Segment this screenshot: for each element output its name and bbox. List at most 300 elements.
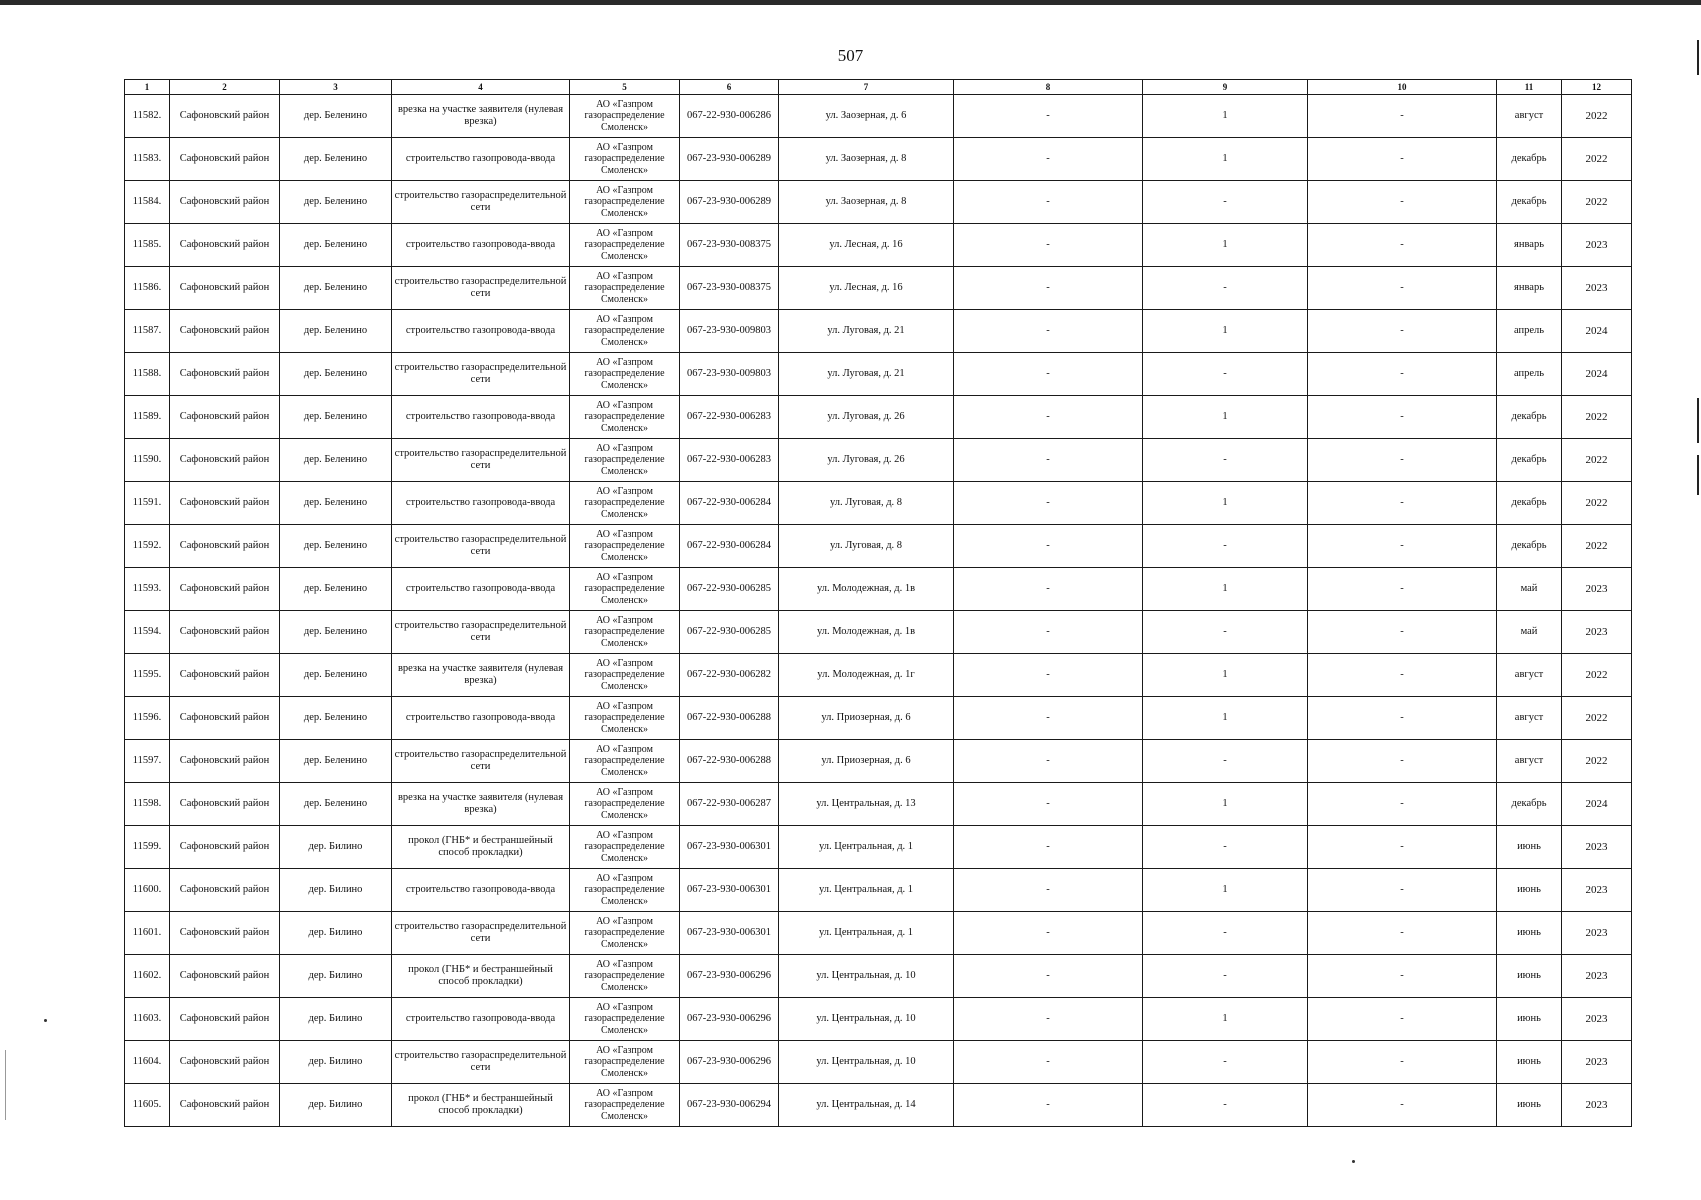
column-10-cell: - [1308,525,1497,568]
application-code-cell: 067-22-930-006284 [680,525,779,568]
address-cell: ул. Лесная, д. 16 [779,224,954,267]
organization-cell: АО «Газпром газораспределение Смоленск» [570,396,680,439]
month-cell: июнь [1497,869,1562,912]
column-10-cell: - [1308,396,1497,439]
district-cell: Сафоновский район [170,482,280,525]
year-cell: 2024 [1562,353,1632,396]
scan-margin-line [5,1050,6,1120]
column-9-cell: 1 [1143,998,1308,1041]
registry-table [124,79,1632,1127]
district-cell: Сафоновский район [170,740,280,783]
column-9-cell: 1 [1143,95,1308,138]
column-10-cell: - [1308,955,1497,998]
row-number: 11602. [125,955,170,998]
district-cell: Сафоновский район [170,826,280,869]
column-8-cell: - [954,869,1143,912]
locality-cell: дер. Беленино [280,525,392,568]
organization-cell: АО «Газпром газораспределение Смоленск» [570,869,680,912]
column-10-cell: - [1308,1041,1497,1084]
column-8-cell: - [954,654,1143,697]
district-cell: Сафоновский район [170,353,280,396]
column-10-cell: - [1308,869,1497,912]
locality-cell: дер. Беленино [280,611,392,654]
work-type-cell: строительство газораспределительной сети [392,439,570,482]
locality-cell: дер. Беленино [280,181,392,224]
year-cell: 2023 [1562,826,1632,869]
locality-cell: дер. Беленино [280,224,392,267]
column-10-cell: - [1308,998,1497,1041]
column-9-cell: 1 [1143,482,1308,525]
locality-cell: дер. Беленино [280,138,392,181]
district-cell: Сафоновский район [170,439,280,482]
column-10-cell: - [1308,654,1497,697]
column-8-cell: - [954,783,1143,826]
year-cell: 2022 [1562,396,1632,439]
application-code-cell: 067-23-930-006289 [680,138,779,181]
year-cell: 2023 [1562,869,1632,912]
work-type-cell: строительство газопровода-ввода [392,224,570,267]
scan-edge-mark [1697,455,1699,495]
month-cell: апрель [1497,310,1562,353]
table-row [125,697,1632,740]
month-cell: август [1497,654,1562,697]
organization-cell: АО «Газпром газораспределение Смоленск» [570,955,680,998]
organization-cell: АО «Газпром газораспределение Смоленск» [570,998,680,1041]
year-cell: 2022 [1562,697,1632,740]
column-9-cell: - [1143,181,1308,224]
column-header-11: 11 [1497,80,1562,95]
scan-speck [1352,1160,1355,1163]
row-number: 11583. [125,138,170,181]
work-type-cell: врезка на участке заявителя (нулевая врезка) [392,783,570,826]
row-number: 11603. [125,998,170,1041]
table-row [125,912,1632,955]
table-row [125,955,1632,998]
district-cell: Сафоновский район [170,1084,280,1127]
row-number: 11601. [125,912,170,955]
column-header-5: 5 [570,80,680,95]
address-cell: ул. Заозерная, д. 6 [779,95,954,138]
month-cell: декабрь [1497,525,1562,568]
column-8-cell: - [954,267,1143,310]
column-9-cell: 1 [1143,697,1308,740]
column-10-cell: - [1308,181,1497,224]
locality-cell: дер. Беленино [280,568,392,611]
work-type-cell: врезка на участке заявителя (нулевая врезка) [392,654,570,697]
table-row [125,482,1632,525]
column-10-cell: - [1308,482,1497,525]
column-10-cell: - [1308,310,1497,353]
work-type-cell: строительство газораспределительной сети [392,525,570,568]
organization-cell: АО «Газпром газораспределение Смоленск» [570,1041,680,1084]
application-code-cell: 067-23-930-006289 [680,181,779,224]
application-code-cell: 067-23-930-006296 [680,1041,779,1084]
month-cell: июнь [1497,955,1562,998]
table-row [125,353,1632,396]
district-cell: Сафоновский район [170,697,280,740]
month-cell: декабрь [1497,396,1562,439]
table-row [125,1084,1632,1127]
month-cell: июнь [1497,1041,1562,1084]
year-cell: 2023 [1562,1084,1632,1127]
column-10-cell: - [1308,1084,1497,1127]
work-type-cell: строительство газопровода-ввода [392,869,570,912]
month-cell: январь [1497,224,1562,267]
application-code-cell: 067-22-930-006288 [680,697,779,740]
district-cell: Сафоновский район [170,181,280,224]
work-type-cell: строительство газораспределительной сети [392,611,570,654]
month-cell: декабрь [1497,181,1562,224]
column-9-cell: 1 [1143,396,1308,439]
row-number: 11587. [125,310,170,353]
column-8-cell: - [954,697,1143,740]
column-9-cell: - [1143,525,1308,568]
locality-cell: дер. Беленино [280,697,392,740]
locality-cell: дер. Беленино [280,353,392,396]
application-code-cell: 067-22-930-006288 [680,740,779,783]
month-cell: июнь [1497,912,1562,955]
column-8-cell: - [954,998,1143,1041]
address-cell: ул. Центральная, д. 14 [779,1084,954,1127]
application-code-cell: 067-22-930-006286 [680,95,779,138]
month-cell: август [1497,697,1562,740]
column-8-cell: - [954,1084,1143,1127]
column-header-10: 10 [1308,80,1497,95]
table-row [125,267,1632,310]
work-type-cell: строительство газораспределительной сети [392,740,570,783]
row-number: 11592. [125,525,170,568]
header-row [125,80,1632,95]
row-number: 11590. [125,439,170,482]
column-9-cell: 1 [1143,138,1308,181]
column-header-3: 3 [280,80,392,95]
row-number: 11584. [125,181,170,224]
district-cell: Сафоновский район [170,654,280,697]
row-number: 11604. [125,1041,170,1084]
column-8-cell: - [954,826,1143,869]
locality-cell: дер. Билино [280,998,392,1041]
year-cell: 2024 [1562,310,1632,353]
district-cell: Сафоновский район [170,310,280,353]
organization-cell: АО «Газпром газораспределение Смоленск» [570,568,680,611]
locality-cell: дер. Билино [280,869,392,912]
month-cell: май [1497,611,1562,654]
locality-cell: дер. Беленино [280,482,392,525]
table-row [125,998,1632,1041]
work-type-cell: строительство газопровода-ввода [392,482,570,525]
month-cell: апрель [1497,353,1562,396]
month-cell: июнь [1497,998,1562,1041]
locality-cell: дер. Беленино [280,310,392,353]
application-code-cell: 067-23-930-006296 [680,955,779,998]
column-8-cell: - [954,1041,1143,1084]
year-cell: 2024 [1562,783,1632,826]
organization-cell: АО «Газпром газораспределение Смоленск» [570,95,680,138]
locality-cell: дер. Билино [280,826,392,869]
column-header-4: 4 [392,80,570,95]
district-cell: Сафоновский район [170,224,280,267]
organization-cell: АО «Газпром газораспределение Смоленск» [570,740,680,783]
column-9-cell: - [1143,826,1308,869]
work-type-cell: строительство газопровода-ввода [392,568,570,611]
row-number: 11593. [125,568,170,611]
column-header-12: 12 [1562,80,1632,95]
month-cell: июнь [1497,826,1562,869]
year-cell: 2023 [1562,267,1632,310]
year-cell: 2023 [1562,998,1632,1041]
column-10-cell: - [1308,697,1497,740]
work-type-cell: строительство газораспределительной сети [392,1041,570,1084]
column-8-cell: - [954,611,1143,654]
address-cell: ул. Молодежная, д. 1в [779,568,954,611]
month-cell: январь [1497,267,1562,310]
district-cell: Сафоновский район [170,568,280,611]
column-9-cell: - [1143,353,1308,396]
month-cell: декабрь [1497,783,1562,826]
application-code-cell: 067-22-930-006285 [680,611,779,654]
column-header-1: 1 [125,80,170,95]
organization-cell: АО «Газпром газораспределение Смоленск» [570,353,680,396]
year-cell: 2022 [1562,654,1632,697]
year-cell: 2022 [1562,95,1632,138]
row-number: 11596. [125,697,170,740]
column-8-cell: - [954,224,1143,267]
column-10-cell: - [1308,353,1497,396]
column-9-cell: - [1143,955,1308,998]
column-header-9: 9 [1143,80,1308,95]
district-cell: Сафоновский район [170,869,280,912]
table-row [125,95,1632,138]
column-header-2: 2 [170,80,280,95]
table-row [125,611,1632,654]
row-number: 11599. [125,826,170,869]
organization-cell: АО «Газпром газораспределение Смоленск» [570,138,680,181]
scan-edge-mark [1697,398,1699,443]
table-row [125,783,1632,826]
month-cell: июнь [1497,1084,1562,1127]
column-9-cell: 1 [1143,654,1308,697]
year-cell: 2022 [1562,181,1632,224]
application-code-cell: 067-23-930-008375 [680,224,779,267]
column-10-cell: - [1308,568,1497,611]
column-9-cell: 1 [1143,310,1308,353]
row-number: 11582. [125,95,170,138]
row-number: 11597. [125,740,170,783]
column-8-cell: - [954,568,1143,611]
column-header-7: 7 [779,80,954,95]
locality-cell: дер. Билино [280,1041,392,1084]
organization-cell: АО «Газпром газораспределение Смоленск» [570,826,680,869]
organization-cell: АО «Газпром газораспределение Смоленск» [570,224,680,267]
column-10-cell: - [1308,95,1497,138]
row-number: 11595. [125,654,170,697]
column-8-cell: - [954,396,1143,439]
table-row [125,224,1632,267]
work-type-cell: строительство газопровода-ввода [392,138,570,181]
district-cell: Сафоновский район [170,955,280,998]
table-row [125,826,1632,869]
year-cell: 2022 [1562,525,1632,568]
district-cell: Сафоновский район [170,998,280,1041]
application-code-cell: 067-22-930-006284 [680,482,779,525]
column-8-cell: - [954,955,1143,998]
locality-cell: дер. Беленино [280,396,392,439]
work-type-cell: строительство газопровода-ввода [392,310,570,353]
address-cell: ул. Молодежная, д. 1г [779,654,954,697]
locality-cell: дер. Беленино [280,95,392,138]
address-cell: ул. Луговая, д. 8 [779,525,954,568]
table-row [125,568,1632,611]
column-10-cell: - [1308,912,1497,955]
organization-cell: АО «Газпром газораспределение Смоленск» [570,1084,680,1127]
table-row [125,1041,1632,1084]
district-cell: Сафоновский район [170,783,280,826]
district-cell: Сафоновский район [170,1041,280,1084]
column-9-cell: - [1143,611,1308,654]
table-row [125,310,1632,353]
month-cell: декабрь [1497,482,1562,525]
row-number: 11586. [125,267,170,310]
row-number: 11589. [125,396,170,439]
row-number: 11591. [125,482,170,525]
column-10-cell: - [1308,267,1497,310]
year-cell: 2023 [1562,912,1632,955]
year-cell: 2022 [1562,439,1632,482]
locality-cell: дер. Беленино [280,783,392,826]
district-cell: Сафоновский район [170,267,280,310]
table-row [125,869,1632,912]
column-9-cell: - [1143,1041,1308,1084]
address-cell: ул. Заозерная, д. 8 [779,181,954,224]
row-number: 11594. [125,611,170,654]
month-cell: август [1497,95,1562,138]
organization-cell: АО «Газпром газораспределение Смоленск» [570,267,680,310]
column-10-cell: - [1308,439,1497,482]
district-cell: Сафоновский район [170,396,280,439]
table-row [125,138,1632,181]
address-cell: ул. Центральная, д. 13 [779,783,954,826]
year-cell: 2023 [1562,224,1632,267]
address-cell: ул. Центральная, д. 10 [779,1041,954,1084]
organization-cell: АО «Газпром газораспределение Смоленск» [570,181,680,224]
column-header-6: 6 [680,80,779,95]
address-cell: ул. Луговая, д. 21 [779,353,954,396]
work-type-cell: строительство газораспределительной сети [392,181,570,224]
address-cell: ул. Центральная, д. 10 [779,955,954,998]
column-9-cell: - [1143,267,1308,310]
year-cell: 2023 [1562,955,1632,998]
address-cell: ул. Луговая, д. 26 [779,439,954,482]
application-code-cell: 067-22-930-006283 [680,439,779,482]
row-number: 11600. [125,869,170,912]
year-cell: 2023 [1562,611,1632,654]
row-number: 11598. [125,783,170,826]
column-9-cell: - [1143,439,1308,482]
district-cell: Сафоновский район [170,525,280,568]
year-cell: 2022 [1562,740,1632,783]
table-row [125,439,1632,482]
column-8-cell: - [954,740,1143,783]
organization-cell: АО «Газпром газораспределение Смоленск» [570,525,680,568]
column-9-cell: 1 [1143,783,1308,826]
work-type-cell: строительство газораспределительной сети [392,912,570,955]
column-10-cell: - [1308,138,1497,181]
column-8-cell: - [954,912,1143,955]
work-type-cell: строительство газопровода-ввода [392,998,570,1041]
work-type-cell: прокол (ГНБ* и бестраншейный способ прокладки) [392,826,570,869]
address-cell: ул. Приозерная, д. 6 [779,740,954,783]
application-code-cell: 067-22-930-006283 [680,396,779,439]
row-number: 11605. [125,1084,170,1127]
locality-cell: дер. Беленино [280,439,392,482]
organization-cell: АО «Газпром газораспределение Смоленск» [570,482,680,525]
column-8-cell: - [954,95,1143,138]
column-9-cell: - [1143,740,1308,783]
column-10-cell: - [1308,740,1497,783]
address-cell: ул. Центральная, д. 1 [779,826,954,869]
locality-cell: дер. Беленино [280,740,392,783]
column-header-8: 8 [954,80,1143,95]
organization-cell: АО «Газпром газораспределение Смоленск» [570,697,680,740]
scan-speck [44,1019,47,1022]
locality-cell: дер. Билино [280,1084,392,1127]
month-cell: декабрь [1497,439,1562,482]
address-cell: ул. Молодежная, д. 1в [779,611,954,654]
column-9-cell: - [1143,912,1308,955]
column-10-cell: - [1308,783,1497,826]
row-number: 11585. [125,224,170,267]
locality-cell: дер. Билино [280,955,392,998]
work-type-cell: врезка на участке заявителя (нулевая врезка) [392,95,570,138]
organization-cell: АО «Газпром газораспределение Смоленск» [570,611,680,654]
application-code-cell: 067-22-930-006287 [680,783,779,826]
application-code-cell: 067-23-930-009803 [680,310,779,353]
organization-cell: АО «Газпром газораспределение Смоленск» [570,783,680,826]
year-cell: 2023 [1562,568,1632,611]
month-cell: август [1497,740,1562,783]
work-type-cell: строительство газораспределительной сети [392,353,570,396]
address-cell: ул. Луговая, д. 8 [779,482,954,525]
column-8-cell: - [954,482,1143,525]
application-code-cell: 067-22-930-006285 [680,568,779,611]
column-8-cell: - [954,138,1143,181]
application-code-cell: 067-23-930-009803 [680,353,779,396]
district-cell: Сафоновский район [170,912,280,955]
column-8-cell: - [954,439,1143,482]
address-cell: ул. Центральная, д. 10 [779,998,954,1041]
column-10-cell: - [1308,224,1497,267]
address-cell: ул. Луговая, д. 21 [779,310,954,353]
column-9-cell: 1 [1143,224,1308,267]
address-cell: ул. Лесная, д. 16 [779,267,954,310]
organization-cell: АО «Газпром газораспределение Смоленск» [570,310,680,353]
year-cell: 2022 [1562,482,1632,525]
column-8-cell: - [954,353,1143,396]
application-code-cell: 067-23-930-006301 [680,869,779,912]
address-cell: ул. Центральная, д. 1 [779,869,954,912]
table-row [125,740,1632,783]
address-cell: ул. Приозерная, д. 6 [779,697,954,740]
address-cell: ул. Заозерная, д. 8 [779,138,954,181]
column-9-cell: - [1143,1084,1308,1127]
column-10-cell: - [1308,826,1497,869]
organization-cell: АО «Газпром газораспределение Смоленск» [570,912,680,955]
column-9-cell: 1 [1143,869,1308,912]
column-8-cell: - [954,525,1143,568]
column-8-cell: - [954,310,1143,353]
month-cell: декабрь [1497,138,1562,181]
column-8-cell: - [954,181,1143,224]
